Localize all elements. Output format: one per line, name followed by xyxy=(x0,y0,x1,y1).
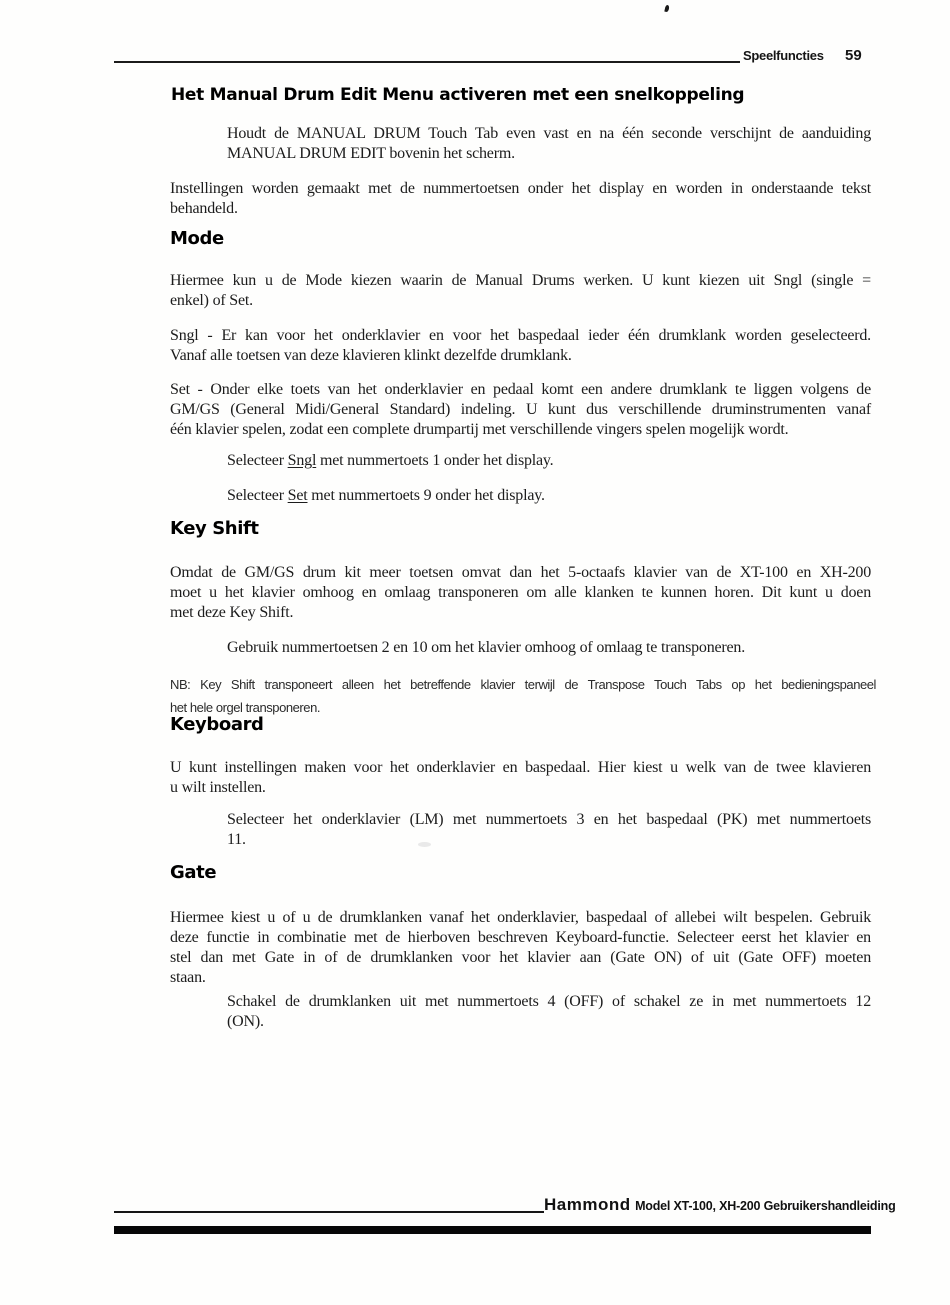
text-line: behandeld. xyxy=(170,200,238,217)
text-line: MANUAL DRUM EDIT bovenin het scherm. xyxy=(227,145,515,162)
text-line: Omdat de GM/GS drum kit meer toetsen omvat dan het 5-octaafs klavier van de XT-100 en XH-200 xyxy=(170,564,871,581)
header-section-label: Speelfuncties xyxy=(743,48,824,63)
text-line: NB: Key Shift transponeert alleen het betreffende klavier terwijl de Transpose Touch Tabs op het bedieningspaneel xyxy=(170,677,876,692)
text-line: Vanaf alle toetsen van deze klavieren klinkt dezelfde drumklank. xyxy=(170,347,572,364)
text-line: Selecteer het onderklavier (LM) met nummertoets 3 en het baspedaal (PK) met nummertoets xyxy=(227,811,871,828)
paragraph-select-set xyxy=(227,486,871,506)
header-rule xyxy=(114,61,740,63)
paragraph-intro xyxy=(170,179,871,219)
text-line: Hiermee kiest u of u de drumklanken vanaf het onderklavier, baspedaal of allebei wilt bespelen. Gebruik xyxy=(170,909,871,926)
text-line: Gebruik nummertoetsen 2 en 10 om het klavier omhoog of omlaag te transponeren. xyxy=(227,639,746,656)
manual-title: Model XT-100, XH-200 Gebruikershandleiding xyxy=(635,1199,896,1213)
paragraph-activate-step xyxy=(227,124,871,164)
paragraph-sngl-description xyxy=(170,326,871,366)
footer xyxy=(544,1195,896,1215)
paragraph-mode-intro xyxy=(170,271,871,311)
step-text-suffix: met nummertoets 9 onder het display. xyxy=(307,487,545,504)
step-text-prefix: Selecteer xyxy=(227,452,288,469)
text-line: Schakel de drumklanken uit met nummertoets 4 (OFF) of schakel ze in met nummertoets 12 xyxy=(227,993,871,1010)
footer-thick-bar xyxy=(114,1226,871,1234)
text-line: Set - Onder elke toets van het onderklavier en pedaal komt een andere drumklank te liggen volgens de xyxy=(170,381,871,398)
page-title: Het Manual Drum Edit Menu activeren met een snelkoppeling xyxy=(171,85,745,105)
text-line: staan. xyxy=(170,969,206,986)
section-heading-gate: Gate xyxy=(170,862,217,883)
paragraph-keyboard-description xyxy=(170,758,871,798)
text-line: Instellingen worden gemaakt met de nummertoetsen onder het display en worden in onderstaande tekst xyxy=(170,180,871,197)
page-number: 59 xyxy=(845,47,862,64)
text-line: Sngl - Er kan voor het onderklavier en voor het baspedaal ieder één drumklank worden geselecteerd. xyxy=(170,327,871,344)
scan-speck xyxy=(664,5,669,13)
paragraph-set-description xyxy=(170,380,871,440)
section-heading-keyshift: Key Shift xyxy=(170,518,259,539)
text-line: GM/GS (General Midi/General Standard) indeling. U kunt dus verschillende druminstrumenten vanaf xyxy=(170,401,871,418)
text-line: moet u het klavier omhoog en omlaag transponeren om alle klanken te kunnen horen. Dit kunt u doen xyxy=(170,584,871,601)
step-text-suffix: met nummertoets 1 onder het display. xyxy=(316,452,554,469)
text-line: Houdt de MANUAL DRUM Touch Tab even vast en na één seconde verschijnt de aanduiding xyxy=(227,125,871,142)
step-text-prefix: Selecteer xyxy=(227,487,288,504)
paragraph-keyshift-description xyxy=(170,563,871,623)
text-line: één klavier spelen, zodat een complete drumpartij met verschillende vingers spelen mogelijk wordt. xyxy=(170,421,789,438)
underlined-term-sngl: Sngl xyxy=(287,452,317,469)
paragraph-gate-description xyxy=(170,908,871,988)
text-line: U kunt instellingen maken voor het onderklavier en baspedaal. Hier kiest u welk van de twee klavieren xyxy=(170,759,871,776)
paragraph-select-sngl xyxy=(227,451,871,471)
paragraph-gate-step xyxy=(227,992,871,1032)
scan-smudge xyxy=(418,842,431,847)
section-heading-keyboard: Keyboard xyxy=(170,714,264,735)
paragraph-keyshift-step xyxy=(227,638,871,658)
brand-logotype: Hammond xyxy=(544,1195,631,1214)
text-line: 11. xyxy=(227,831,246,848)
underlined-term-set: Set xyxy=(287,487,308,504)
text-line: met deze Key Shift. xyxy=(170,604,294,621)
text-line: Hiermee kun u de Mode kiezen waarin de Manual Drums werken. U kunt kiezen uit Sngl (single = xyxy=(170,272,871,289)
text-line: enkel) of Set. xyxy=(170,292,253,309)
text-line: u wilt instellen. xyxy=(170,779,266,796)
note-nb xyxy=(170,673,876,719)
text-line: stel dan met Gate in of de drumklanken voor het klavier aan (Gate ON) of uit (Gate OFF) moeten xyxy=(170,949,871,966)
text-line: deze functie in combinatie met de hierboven beschreven Keyboard-functie. Selecteer eerst het klavier en xyxy=(170,929,871,946)
footer-rule xyxy=(114,1211,544,1213)
paragraph-keyboard-step xyxy=(227,810,871,850)
text-line: het hele orgel transponeren. xyxy=(170,700,321,715)
section-heading-mode: Mode xyxy=(170,228,224,249)
text-line: (ON). xyxy=(227,1013,264,1030)
